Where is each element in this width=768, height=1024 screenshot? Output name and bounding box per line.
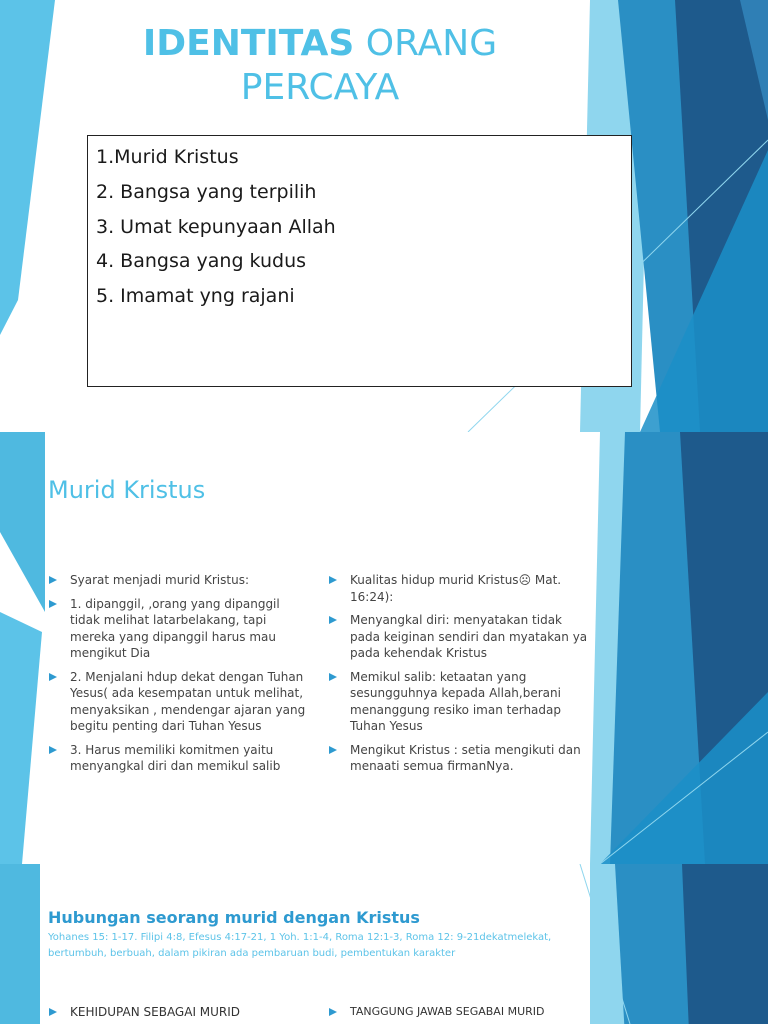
arrow-bullet-icon [49,746,57,754]
slide-title: Murid Kristus [48,476,206,504]
arrow-bullet-icon [49,600,57,608]
arrow-bullet-icon [49,1008,57,1016]
list-item: 3. Umat kepunyaan Allah [96,215,336,238]
arrow-bullet-icon [329,616,337,624]
bullet-item: 3. Harus memiliki komitmen yaitu menyangkal diri dan memikul salib [48,742,308,775]
bullet-item: Syarat menjadi murid Kristus: [48,572,308,589]
slide-identitas [0,0,768,432]
slide-murid-kristus [0,432,768,864]
arrow-bullet-icon [49,576,57,584]
slide-subtitle: Yohanes 15: 1-17. Filipi 4:8, Efesus 4:17-21, 1 Yoh. 1:1-4, Roma 12:1-3, Roma 12: 9-21dekatmelekat, bertumbuh, berbuah, dalam pikiran ada pembaruan budi, pembentukan karakter [48,932,552,959]
bullet-item: Menyangkal diri: menyatakan tidak pada keiginan sendiri dan myatakan ya pada kehendak Kristus [328,612,588,662]
arrow-bullet-icon [329,746,337,754]
bullet-item: 1. dipanggil, ,orang yang dipanggil tidak melihat latarbelakang, tapi mereka yang dipanggil harus mau mengikut Dia [48,596,308,662]
arrow-bullet-icon [49,673,57,681]
bullet-item: KEHIDUPAN SEBAGAI MURID [48,1005,240,1019]
arrow-bullet-icon [329,673,337,681]
identity-list-box [87,135,632,387]
bullet-item: Kualitas hidup murid Kristus☹ Mat. 16:24): [328,572,588,605]
bullet-item: Mengikut Kristus : setia mengikuti dan menaati semua firmanNya. [328,742,588,775]
slide-hubungan [0,864,768,1024]
bullet-item: Memikul salib: ketaatan yang sesungguhnya kepada Allah,berani menanggung resiko iman terhadap Tuhan Yesus [328,669,588,735]
requirements-column [48,572,308,782]
slide-title: IDENTITAS ORANG PERCAYA [142,23,498,108]
arrow-bullet-icon [329,1008,337,1016]
list-item: 4. Bangsa yang kudus [96,250,307,273]
slide-title: Hubungan seorang murid dengan Kristus [48,908,420,927]
list-item: 5. Imamat yng rajani [96,285,295,308]
list-item: 1.Murid Kristus [96,146,239,168]
arrow-bullet-icon [329,576,337,584]
list-item: 2. Bangsa yang terpilih [96,180,317,203]
quality-column [328,572,588,782]
bullet-item: TANGGUNG JAWAB SEGABAI MURID [328,1005,544,1018]
bullet-item: 2. Menjalani hdup dekat dengan Tuhan Yesus( ada kesempatan untuk melihat, menyaksikan , mendengar ajaran yang begitu penting dari Tuhan Yesus [48,669,308,735]
